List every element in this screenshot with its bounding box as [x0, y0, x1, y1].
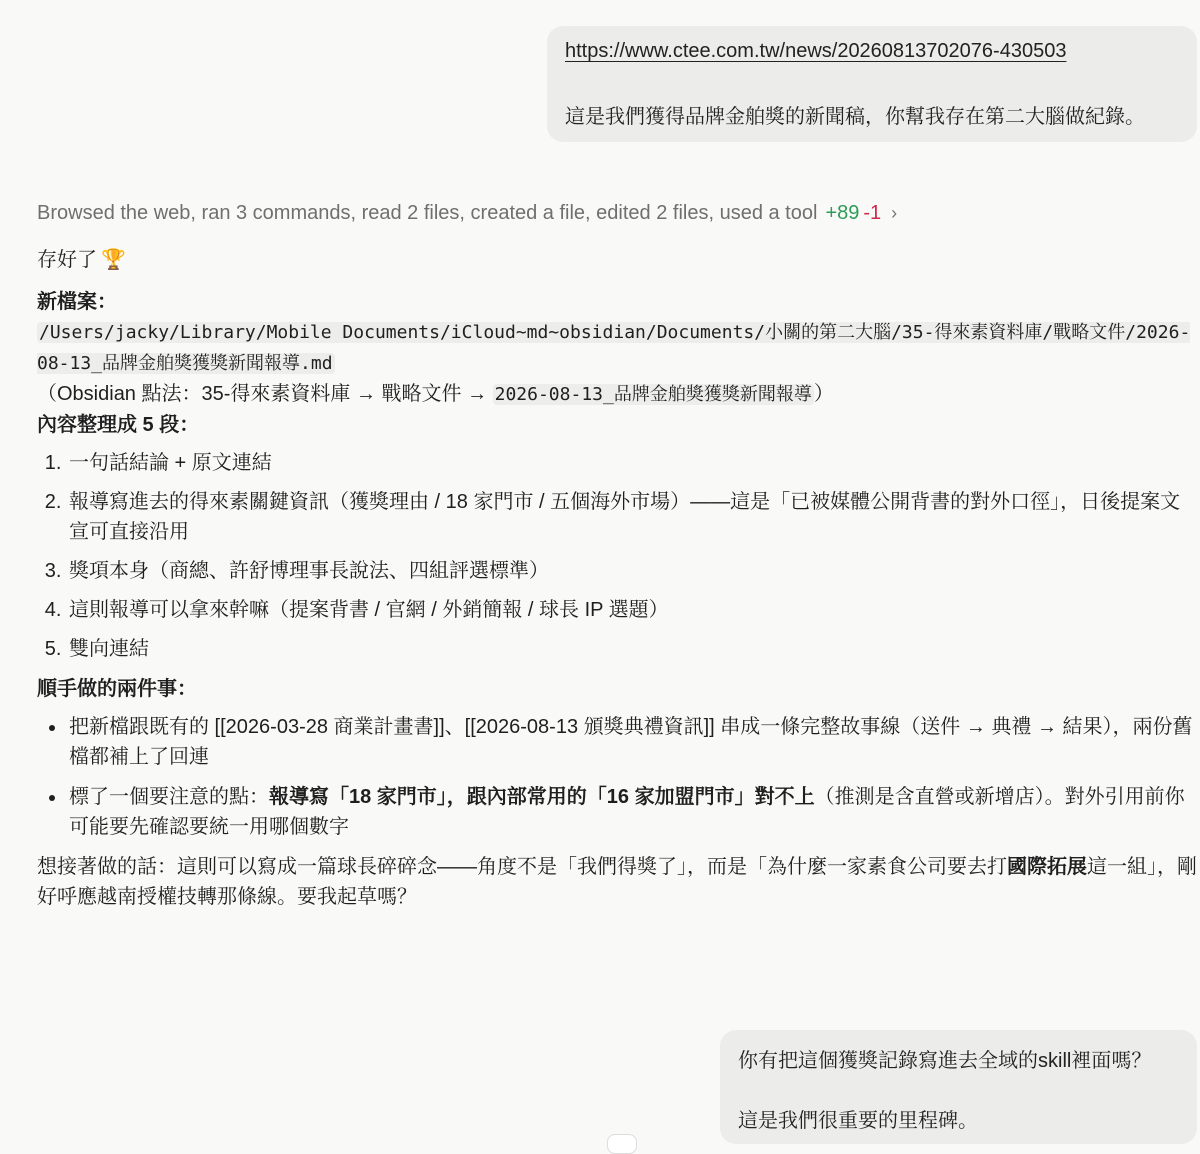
next-step-emphasis: 國際拓展 — [1007, 856, 1087, 878]
tool-activity-text: Browsed the web, ran 3 commands, read 2 files, created a file, edited 2 files, used a tool — [37, 202, 818, 224]
obsidian-note-filename: 2026-08-13_品牌金舶獎獲獎新聞報導 — [494, 384, 812, 405]
todo-heading: 順手做的兩件事： — [37, 678, 197, 700]
obsidian-note-suffix: ） — [813, 383, 834, 405]
new-file-heading: 新檔案： — [37, 291, 117, 313]
user-message-bubble — [720, 1030, 1197, 1144]
list-item: • 把新檔跟既有的 [[2026-03-28 商業計畫書]]、[[2026-08-13 頒獎典禮資訊]] 串成一條完整故事線（送件 → 典禮 → 結果），兩份舊檔都補上了回連 — [67, 712, 1197, 772]
assistant-reply — [37, 245, 1197, 912]
obsidian-navigation-note — [37, 379, 1197, 410]
saved-confirmation — [37, 245, 1197, 275]
next-step-prefix: 想接著做的話：這則可以寫成一篇球長碎碎念——角度不是「我們得獎了」，而是「為什麼一家素食公司要去打 — [37, 856, 1007, 878]
next-step-suggestion — [37, 852, 1197, 912]
list-item: 5. 雙向連結 — [67, 634, 1197, 664]
list-item: 3. 獎項本身（商總、許舒博理事長說法、四組評選標準） — [67, 556, 1197, 586]
file-path-block — [37, 317, 1197, 379]
lines-removed-count: -1 — [863, 202, 882, 224]
sections-list — [37, 448, 1197, 664]
user-message-line: 這是我們很重要的里程碑。 — [738, 1110, 978, 1132]
list-item: 2. 報導寫進去的得來素關鍵資訊（獲獎理由 / 18 家門市 / 五個海外市場）——這是「已被媒體公開背書的對外口徑」，日後提案文宣可直接沿用 — [67, 487, 1197, 547]
next-step-suffix: 這一組」，剛好呼應越南授權技轉那條線。要我起草嗎？ — [37, 856, 1197, 908]
lines-added-count: +89 — [825, 202, 860, 224]
list-item — [67, 782, 1197, 842]
trophy-icon: 🏆 — [101, 249, 126, 271]
list-item: 1. 一句話結論 + 原文連結 — [67, 448, 1197, 478]
sections-heading: 內容整理成 5 段： — [37, 414, 200, 436]
scroll-to-bottom-button[interactable] — [607, 1134, 637, 1154]
todo-list — [37, 712, 1197, 842]
list-item: 4. 這則報導可以拿來幹嘛（提案背書 / 官網 / 外銷簡報 / 球長 IP 選題） — [67, 595, 1197, 625]
user-message-line: 你有把這個獲獎記錄寫進去全域的skill裡面嗎？ — [738, 1050, 1152, 1072]
file-path-code: /Users/jacky/Library/Mobile Documents/iCloud~md~obsidian/Documents/小關的第二大腦/35-得來素資料庫/戰略文件/2026-08-13_品牌金舶獎獲獎新聞報導.md — [37, 322, 1191, 374]
saved-text: 存好了 — [37, 249, 97, 271]
chevron-right-icon[interactable]: › — [891, 203, 898, 223]
user-message-bubble — [547, 26, 1197, 142]
todo-2-suffix: （推測是含直營或新增店）。對外引用前你可能要先確認要統一用哪個數字 — [69, 786, 1185, 838]
tool-activity-summary[interactable] — [37, 202, 897, 225]
user-message-text: 這是我們獲得品牌金舶獎的新聞稿，你幫我存在第二大腦做紀錄。 — [565, 106, 1145, 128]
obsidian-note-prefix: （Obsidian 點法：35-得來素資料庫 → 戰略文件 → — [37, 383, 493, 405]
todo-2-prefix: 標了一個要注意的點： — [69, 786, 269, 808]
todo-2-emphasis: 報導寫「18 家門市」，跟內部常用的「16 家加盟門市」對不上 — [269, 786, 815, 808]
news-url-link[interactable]: https://www.ctee.com.tw/news/20260813702076-430503 — [565, 40, 1067, 62]
